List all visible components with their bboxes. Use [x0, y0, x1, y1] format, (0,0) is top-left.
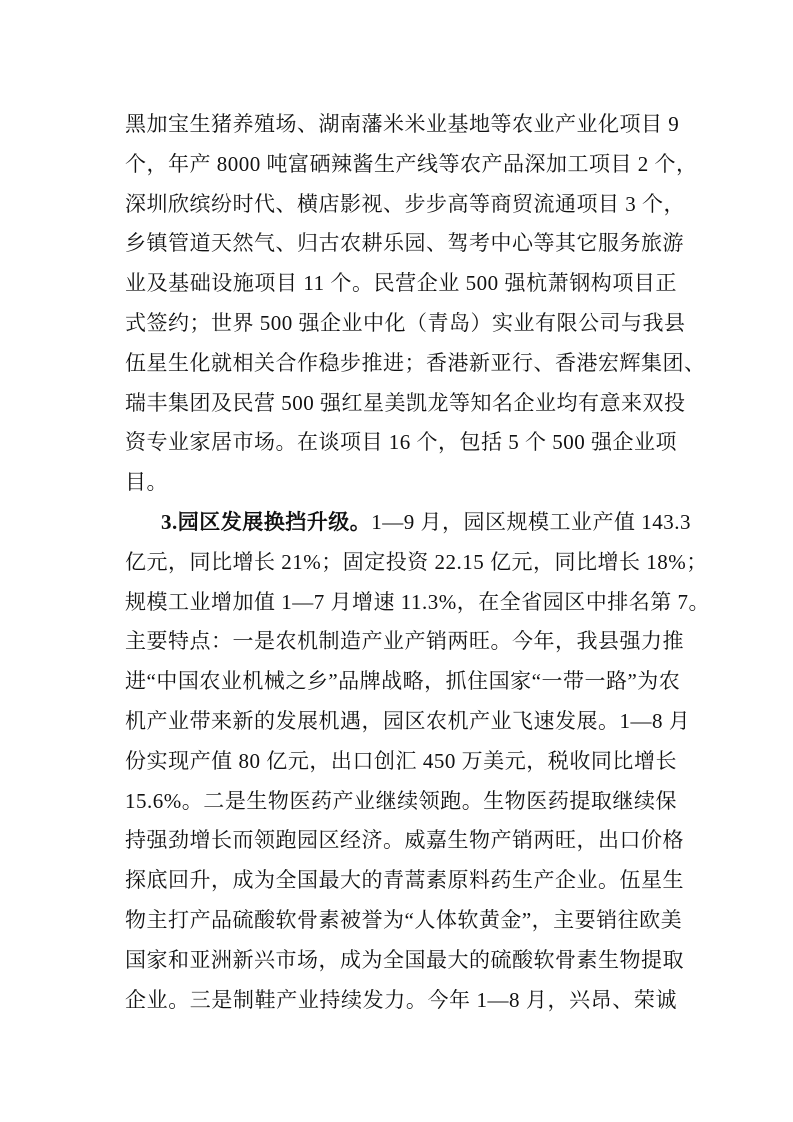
text-line: 国家和亚洲新兴市场，成为全国最大的硫酸软骨素生物提取 — [125, 947, 684, 972]
text-line: 式签约；世界 500 强企业中化（青岛）实业有限公司与我县 — [125, 310, 686, 335]
paragraph-park-development — [125, 503, 710, 1020]
text-line: 乡镇管道天然气、归古农耕乐园、驾考中心等其它服务旅游 — [125, 231, 684, 256]
text-line: 亿元，同比增长 21%；固定投资 22.15 亿元，同比增长 18%； — [125, 549, 708, 574]
text-line: 目。 — [125, 470, 168, 495]
text-line: 深圳欣缤纷时代、横店影视、步步高等商贸流通项目 3 个， — [125, 191, 685, 216]
paragraph-projects — [125, 105, 706, 503]
text-run: 1—9 月，园区规模工业产值 143.3 — [371, 509, 691, 534]
text-line: 物主打产品硫酸软骨素被誉为“人体软黄金”，主要销往欧美 — [125, 907, 683, 932]
text-line: 黑加宝生猪养殖场、湖南藩米米业基地等农业产业化项目 9 — [125, 112, 680, 136]
text-line: 伍星生化就相关合作稳步推进；香港新亚行、香港宏辉集团、 — [125, 350, 706, 375]
text-line: 15.6%。二是生物医药产业继续领跑。生物医药提取继续保 — [125, 788, 677, 813]
text-line: 持强劲增长而领跑园区经济。威嘉生物产销两旺，出口价格 — [125, 828, 684, 853]
text-line: 探底回升，成为全国最大的青蒿素原料药生产企业。伍星生 — [125, 868, 684, 893]
text-line: 资专业家居市场。在谈项目 16 个，包括 5 个 500 强企业项 — [125, 430, 677, 455]
section-heading: 3.园区发展换挡升级。 — [161, 509, 372, 534]
document-page — [125, 105, 710, 1020]
text-line: 规模工业增加值 1—7 月增速 11.3%，在全省园区中排名第 7。 — [125, 589, 710, 614]
text-line: 主要特点：一是农机制造产业产销两旺。今年，我县强力推 — [125, 629, 684, 654]
text-line: 机产业带来新的发展机遇，园区农机产业飞速发展。1—8 月 — [125, 708, 691, 733]
text-line: 企业。三是制鞋产业持续发力。今年 1—8 月，兴昂、荣诚 — [125, 987, 677, 1012]
text-line: 进“中国农业机械之乡”品牌战略，抓住国家“一带一路”为农 — [125, 669, 681, 694]
text-line: 份实现产值 80 亿元，出口创汇 450 万美元，税收同比增长 — [125, 748, 677, 773]
text-line: 业及基础设施项目 11 个。民营企业 500 强杭萧钢构项目正 — [125, 271, 677, 296]
heading-line — [125, 503, 691, 543]
text-line: 瑞丰集团及民营 500 强红星美凯龙等知名企业均有意来双投 — [125, 390, 686, 415]
text-line: 个，年产 8000 吨富硒辣酱生产线等农产品深加工项目 2 个， — [125, 151, 698, 176]
